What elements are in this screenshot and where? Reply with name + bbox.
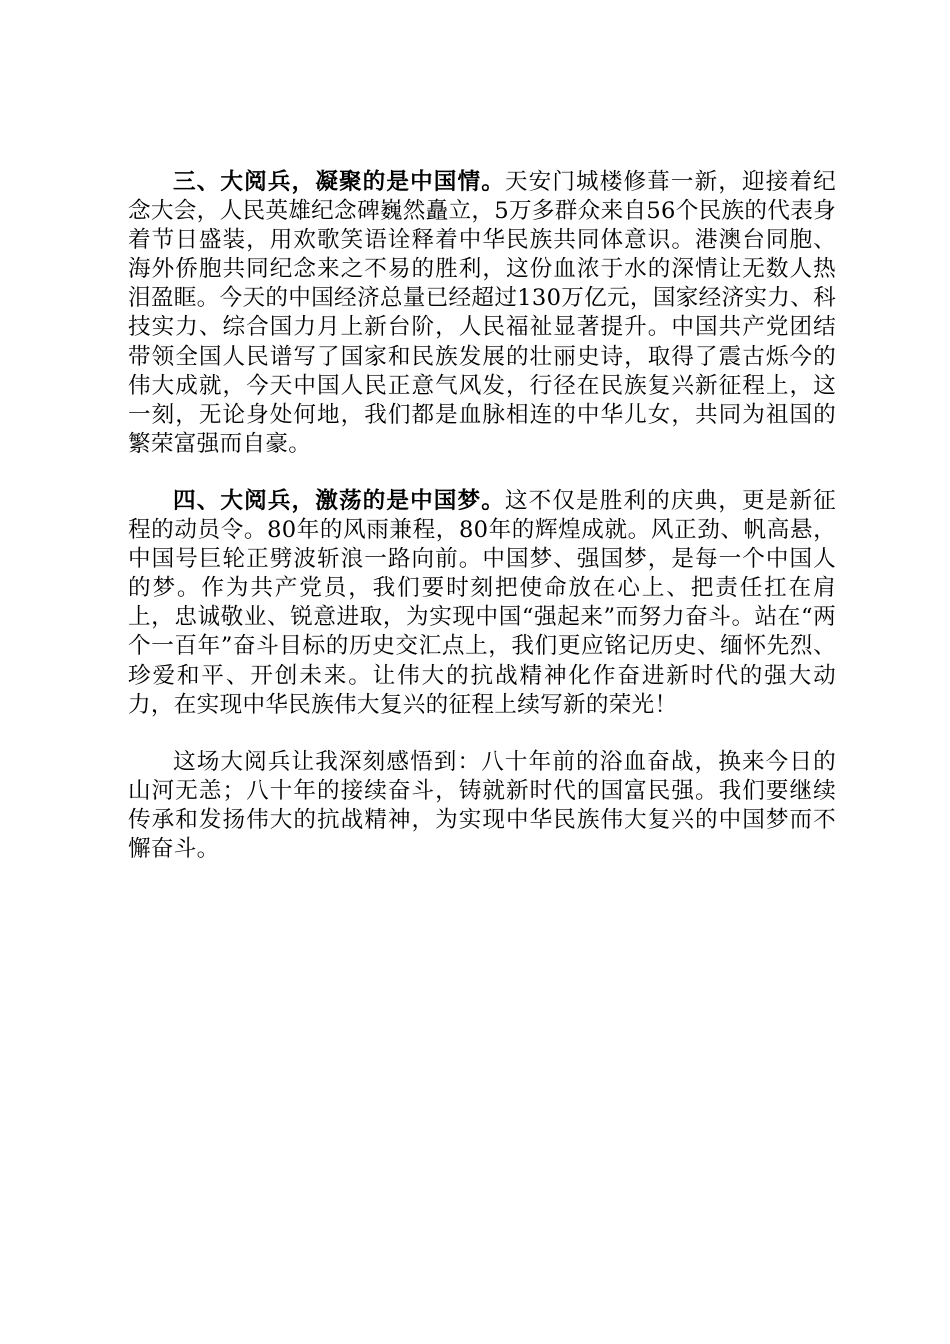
section-four-text: 这不仅是胜利的庆典，更是新征程的动员令。80年的风雨兼程，80年的辉煌成就。风正劲、帆高悬，中国号巨轮正劈波斩浪一路向前。中国梦、强国梦，是每一个中国人的梦。作为共产党员，我们要时刻把使命放在心上、把责任扛在肩上，忠诚敬业、锐意进取，为实现中国“强起来”而努力奋斗。站在“两个一百年”奋斗目标的历史交汇点上，我们更应铭记历史、缅怀先烈、珍爱和平、开创未来。让伟大的抗战精神化作奋进新时代的强大动力，在实现中华民族伟大复兴的征程上续写新的荣光！ bbox=[128, 487, 836, 718]
paragraph-conclusion bbox=[128, 748, 836, 864]
document-body bbox=[128, 168, 836, 864]
section-four-heading: 四、大阅兵，激荡的是中国梦。 bbox=[173, 487, 505, 514]
paragraph-section-three bbox=[128, 168, 836, 459]
section-three-heading: 三、大阅兵，凝聚的是中国情。 bbox=[173, 169, 505, 195]
section-three-text: 天安门城楼修葺一新，迎接着纪念大会，人民英雄纪念碑巍然矗立，5万多群众来自56个民族的代表身着节日盛装，用欢歌笑语诠释着中华民族共同体意识。港澳台同胞、海外侨胞共同纪念来之不易的胜利，这份血浓于水的深情让无数人热泪盈眶。今天的中国经济总量已经超过130万亿元，国家经济实力、科技实力、综合国力月上新台阶，人民福祉显著提升。中国共产党团结带领全国人民谱写了国家和民族发展的壮丽史诗，取得了震古烁今的伟大成就，今天中国人民正意气风发，行径在民族复兴新征程上，这一刻，无论身处何地，我们都是血脉相连的中华儿女，共同为祖国的繁荣富强而自豪。 bbox=[128, 169, 836, 457]
conclusion-text: 这场大阅兵让我深刻感悟到：八十年前的浴血奋战，换来今日的山河无恙；八十年的接续奋斗，铸就新时代的国富民强。我们要继续传承和发扬伟大的抗战精神，为实现中华民族伟大复兴的中国梦而不懈奋斗。 bbox=[128, 748, 836, 862]
paragraph-section-four bbox=[128, 487, 836, 720]
